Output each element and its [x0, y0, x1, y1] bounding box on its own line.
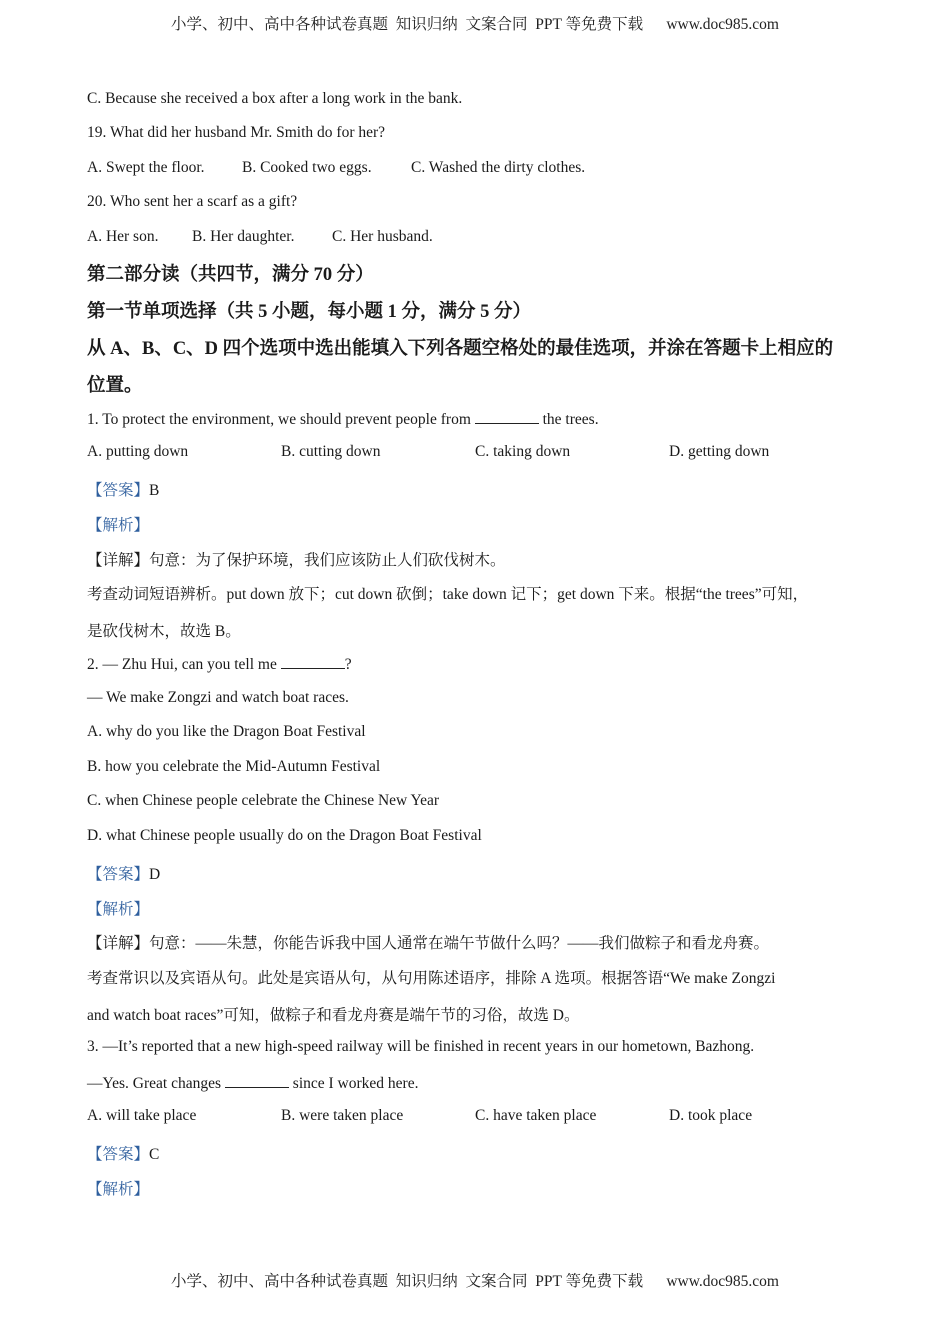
q18-option-c: C. Because she received a box after a long work in the bank. — [87, 90, 463, 107]
q1-detail-text: 句意：为了保护环境，我们应该防止人们砍伐树木。 — [149, 552, 506, 569]
q3-option-a: A. will take place — [87, 1107, 197, 1124]
q1-detail-tag: 【详解】 — [87, 552, 150, 569]
q3-analysis-tag: 【解析】 — [87, 1181, 150, 1198]
q1-analysis-tag: 【解析】 — [87, 517, 150, 534]
q2-option-c: C. when Chinese people celebrate the Chinese New Year — [87, 792, 440, 809]
q3-blank — [225, 1073, 289, 1088]
q2-reply: — We make Zongzi and watch boat races. — [87, 689, 349, 706]
q2-option-d: D. what Chinese people usually do on the Dragon Boat Festival — [87, 827, 482, 844]
q2-stem-after: ? — [344, 656, 352, 673]
q2-answer-tag: 【答案】 — [87, 866, 150, 883]
q20-option-b: B. Her daughter. — [192, 228, 295, 245]
q1-explain-line-2: 是砍伐树木，故选 B。 — [87, 623, 241, 640]
q1-option-c: C. taking down — [475, 443, 571, 460]
q2-option-a: A. why do you like the Dragon Boat Festival — [87, 723, 366, 740]
q2-explain-line-1: 考查常识以及宾语从句。此处是宾语从句，从句用陈述语序，排除 A 选项。根据答语“We make Zongzi — [87, 970, 776, 987]
q1-option-b: B. cutting down — [281, 443, 381, 460]
q19-stem: 19. What did her husband Mr. Smith do for her? — [87, 124, 386, 141]
q3-answer-value: C — [149, 1146, 160, 1163]
q1-explain-line-1: 考查动词短语辨析。put down 放下；cut down 砍倒；take down 记下；get down 下来。根据“the trees”可知， — [87, 586, 809, 603]
q3-stem: 3. —It’s reported that a new high-speed railway will be finished in recent years in our hometown, Bazhong. — [87, 1038, 755, 1055]
q1-stem-before: 1. To protect the environment, we should prevent people from — [87, 411, 475, 428]
instruction-line-1: 从 A、B、C、D 四个选项中选出能填入下列各题空格处的最佳选项，并涂在答题卡上相应的 — [87, 339, 834, 359]
q3-answer — [87, 1142, 159, 1164]
page-footer: 小学、初中、高中各种试卷真题 知识归纳 文案合同 PPT 等免费下载 www.doc985.com — [171, 1273, 779, 1290]
q2-explain-line-2: and watch boat races”可知，做粽子和看龙舟赛是端午节的习俗，故选 D。 — [87, 1007, 580, 1024]
q2-detail-text: 句意：——朱慧，你能告诉我中国人通常在端午节做什么吗？——我们做粽子和看龙舟赛。 — [149, 935, 770, 952]
q2-stem — [87, 654, 352, 674]
q3-option-c: C. have taken place — [475, 1107, 597, 1124]
q2-answer-value: D — [149, 866, 161, 883]
page-header: 小学、初中、高中各种试卷真题 知识归纳 文案合同 PPT 等免费下载 www.doc985.com — [171, 16, 779, 33]
q3-reply — [87, 1073, 418, 1093]
q1-stem — [87, 409, 599, 429]
q3-answer-tag: 【答案】 — [87, 1146, 150, 1163]
q3-option-b: B. were taken place — [281, 1107, 404, 1124]
q19-option-b: B. Cooked two eggs. — [242, 159, 372, 176]
q2-answer — [87, 862, 160, 884]
q3-reply-before: —Yes. Great changes — [87, 1075, 225, 1092]
q1-stem-after: the trees. — [538, 411, 599, 428]
q2-option-b: B. how you celebrate the Mid-Autumn Festival — [87, 758, 381, 775]
q2-detail — [87, 931, 769, 953]
q20-stem: 20. Who sent her a scarf as a gift? — [87, 193, 298, 210]
part2-title: 第二部分读（共四节，满分 70 分） — [87, 265, 374, 285]
q1-answer-value: B — [149, 482, 160, 499]
instruction-line-2: 位置。 — [87, 376, 143, 396]
q1-blank — [475, 409, 539, 424]
q20-option-a: A. Her son. — [87, 228, 159, 245]
q2-stem-before: 2. — Zhu Hui, can you tell me — [87, 656, 281, 673]
q1-option-d: D. getting down — [669, 443, 770, 460]
q2-blank — [281, 654, 345, 669]
q19-option-c: C. Washed the dirty clothes. — [411, 159, 586, 176]
q1-detail — [87, 548, 506, 570]
q19-option-a: A. Swept the floor. — [87, 159, 205, 176]
q2-analysis-tag: 【解析】 — [87, 901, 150, 918]
q20-option-c: C. Her husband. — [332, 228, 433, 245]
section1-title: 第一节单项选择（共 5 小题，每小题 1 分，满分 5 分） — [87, 302, 532, 322]
q1-answer-tag: 【答案】 — [87, 482, 150, 499]
q1-option-a: A. putting down — [87, 443, 189, 460]
q3-option-d: D. took place — [669, 1107, 753, 1124]
q3-reply-after: since I worked here. — [288, 1075, 419, 1092]
q1-answer — [87, 478, 159, 500]
q2-detail-tag: 【详解】 — [87, 935, 150, 952]
